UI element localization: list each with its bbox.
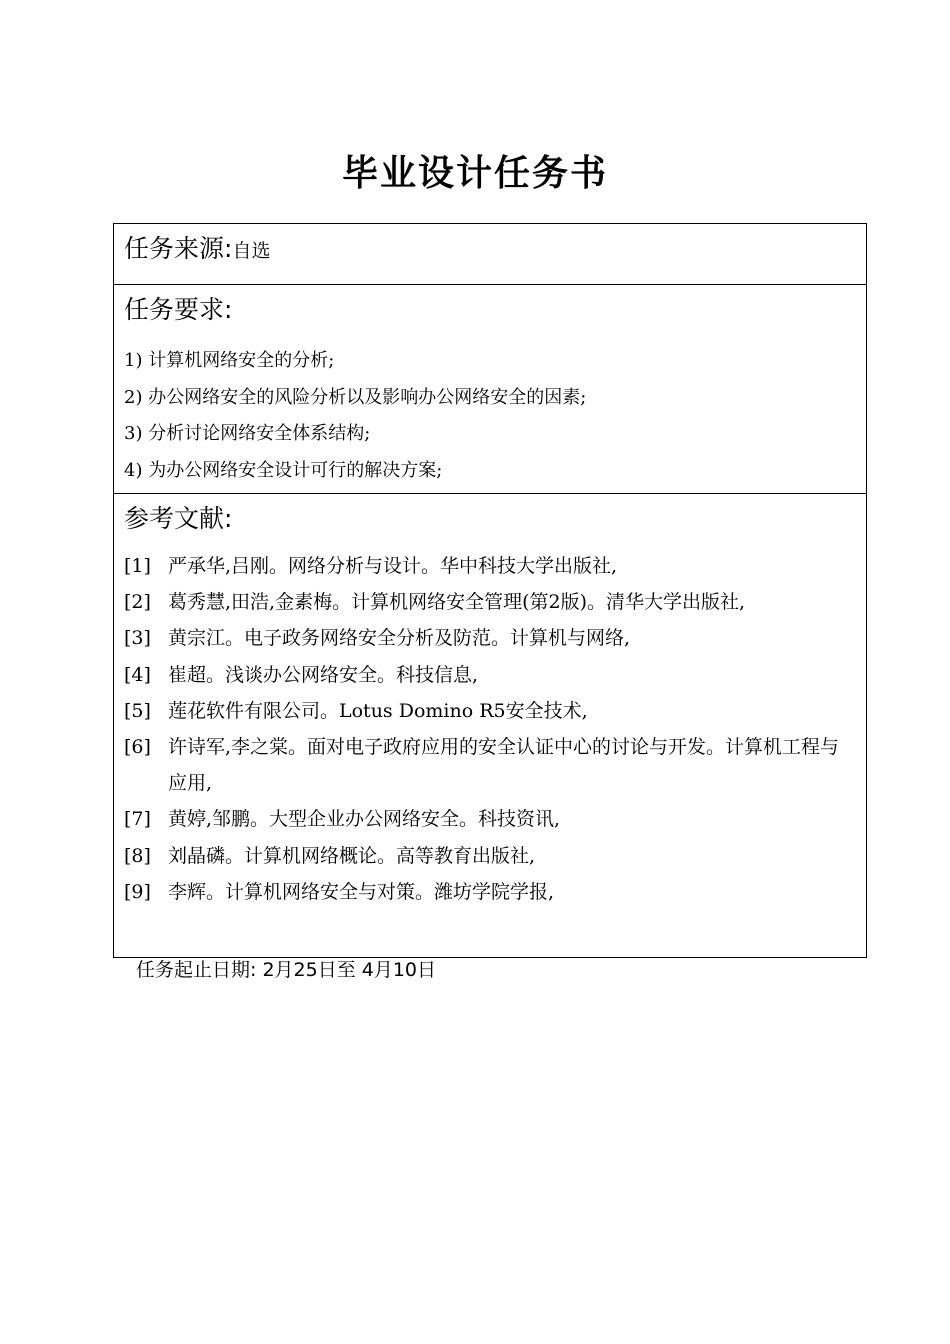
reference-item bbox=[124, 838, 858, 874]
references-section bbox=[114, 493, 866, 957]
reference-item bbox=[124, 620, 858, 656]
reference-item bbox=[124, 693, 858, 729]
reference-number: [6] bbox=[124, 736, 151, 759]
source-section bbox=[114, 224, 866, 284]
reference-text: 黄宗江。电子政务网络安全分析及防范。计算机与网络, bbox=[168, 627, 631, 650]
requirements-list bbox=[124, 343, 858, 489]
reference-item bbox=[124, 729, 858, 801]
requirements-section bbox=[114, 284, 866, 493]
reference-number: [3] bbox=[124, 627, 151, 650]
reference-item bbox=[124, 657, 858, 693]
reference-number: [4] bbox=[124, 663, 151, 686]
reference-number: [7] bbox=[124, 808, 151, 831]
reference-text: 葛秀慧,田浩,金素梅。计算机网络安全管理(第2版)。清华大学出版社, bbox=[168, 591, 746, 614]
reference-number: [8] bbox=[124, 844, 151, 867]
references-list bbox=[124, 548, 858, 910]
reference-text: 刘晶磷。计算机网络概论。高等教育出版社, bbox=[168, 844, 536, 867]
reference-item bbox=[124, 874, 858, 910]
requirement-item: 4) 为办公网络安全设计可行的解决方案; bbox=[124, 459, 443, 481]
source-heading bbox=[124, 224, 858, 266]
reference-number: [2] bbox=[124, 591, 151, 614]
reference-number: [5] bbox=[124, 699, 151, 722]
reference-text: 严承华,吕刚。网络分析与设计。华中科技大学出版社, bbox=[168, 555, 618, 577]
page-title: 毕业设计任务书 bbox=[341, 153, 608, 194]
requirement-item: 3) 分析讨论网络安全体系结构; bbox=[124, 423, 371, 444]
task-table bbox=[113, 223, 867, 958]
reference-text: 黄婷,邹鹏。大型企业办公网络安全。科技资讯, bbox=[168, 808, 561, 831]
reference-text: 莲花软件有限公司。Lotus Domino R5安全技术, bbox=[168, 699, 588, 722]
reference-text: 崔超。浅谈办公网络安全。科技信息, bbox=[168, 663, 479, 686]
reference-item bbox=[124, 548, 858, 584]
reference-text: 李辉。计算机网络安全与对策。潍坊学院学报, bbox=[168, 880, 555, 903]
reference-number: [1] bbox=[124, 555, 151, 577]
reference-item bbox=[124, 584, 858, 620]
reference-item bbox=[124, 801, 858, 837]
source-value: 自选 bbox=[232, 240, 271, 262]
references-heading: 参考文献: bbox=[124, 504, 233, 533]
source-label: 任务来源: bbox=[124, 234, 233, 263]
requirement-item: 1) 计算机网络安全的分析; bbox=[124, 350, 335, 371]
requirements-heading: 任务要求: bbox=[124, 295, 233, 324]
requirement-item: 2) 办公网络安全的风险分析以及影响办公网络安全的因素; bbox=[124, 386, 587, 408]
reference-text: 许诗军,李之棠。面对电子政府应用的安全认证中心的讨论与开发。计算机工程与应用, bbox=[168, 736, 840, 795]
reference-number: [9] bbox=[124, 880, 151, 903]
task-dates: 任务起止日期: 2月25日至 4月10日 bbox=[136, 959, 437, 981]
